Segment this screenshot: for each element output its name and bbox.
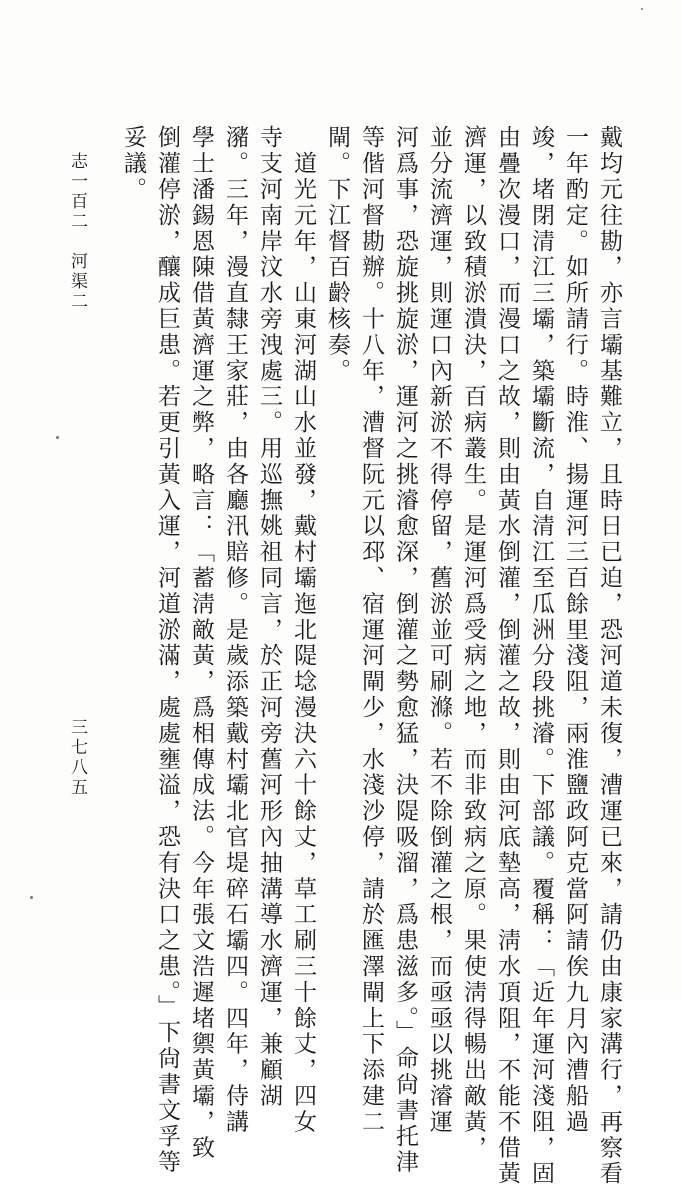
running-header-section: 志一百二 河渠二 (67, 152, 87, 312)
text-column-13: 學士潘錫恩陳借黃濟運之弊，略言：「蓄淸敵黃，爲相傳成法。今年張文浩遲堵禦黃壩，致 (188, 125, 214, 1161)
text-column-8: 等偕河督勘辦。十八年，漕督阮元以邳、宿運河閘少，水淺沙停，請於匯澤閘上下添建二 (358, 125, 384, 1136)
scan-speck (641, 8, 643, 10)
page-number: 三七八五 (67, 718, 87, 798)
scan-speck (56, 436, 59, 439)
text-column-3: 竣，堵閉清江三壩，築壩斷流，自清江至瓜洲分段挑濬。下部議。覆稱：「近年運河淺阻，固 (528, 125, 554, 1187)
text-column-1: 戴均元往勘，亦言壩基難立，且時日已迫，恐河道未復，漕運已來，請仍由康家溝行，再察看 (596, 125, 622, 1187)
text-column-9: 閘。下江督百齡核奏。 (324, 125, 350, 384)
text-column-10: 道光元年，山東河湖山水並發，戴村壩迤北隄埝漫決六十餘丈，草工刷三十餘丈，四女 (290, 125, 316, 1136)
scan-speck (30, 896, 33, 899)
text-column-5: 濟運，以致積淤潰決，百病叢生。是運河爲受病之地，而非致病之原。果使淸得暢出敵黃， (460, 125, 486, 1161)
text-column-2: 一年酌定。如所請行。時淮、揚運河三百餘里淺阻，兩淮鹽政阿克當阿請俟九月內漕船過 (562, 125, 588, 1136)
text-column-11: 寺支河南岸汶水旁洩處三。用巡撫姚祖同言，於正河旁舊河形內抽溝導水濟運，兼顧湖 (256, 125, 282, 1110)
text-column-14: 倒灌停淤，釀成巨患。若更引黃入運，河道淤滿，處處壅溢，恐有決口之患。」下尙書文孚等 (154, 125, 180, 1176)
text-column-4: 由疊次漫口，而漫口之故，則由黃水倒灌，倒灌之故，則由河底墊高，淸水頂阻，不能不借黃 (494, 125, 520, 1187)
text-column-12: 瀦。三年，漫直隸王家莊，由各廳汛賠修。是歲添築戴村壩北官堤碎石壩四。四年，侍講 (222, 125, 248, 1136)
text-column-7: 河爲事，恐旋挑旋淤，運河之挑濬愈深，倒灌之勢愈猛，決隄吸溜，爲患滋多。」命尙書托津 (392, 125, 418, 1176)
text-column-6: 並分流濟運，則運口內新淤不得停留，舊淤並可刷滌。若不除倒灌之根，而亟亟以挑濬運 (426, 125, 452, 1136)
text-column-15: 妥議。 (120, 125, 146, 203)
